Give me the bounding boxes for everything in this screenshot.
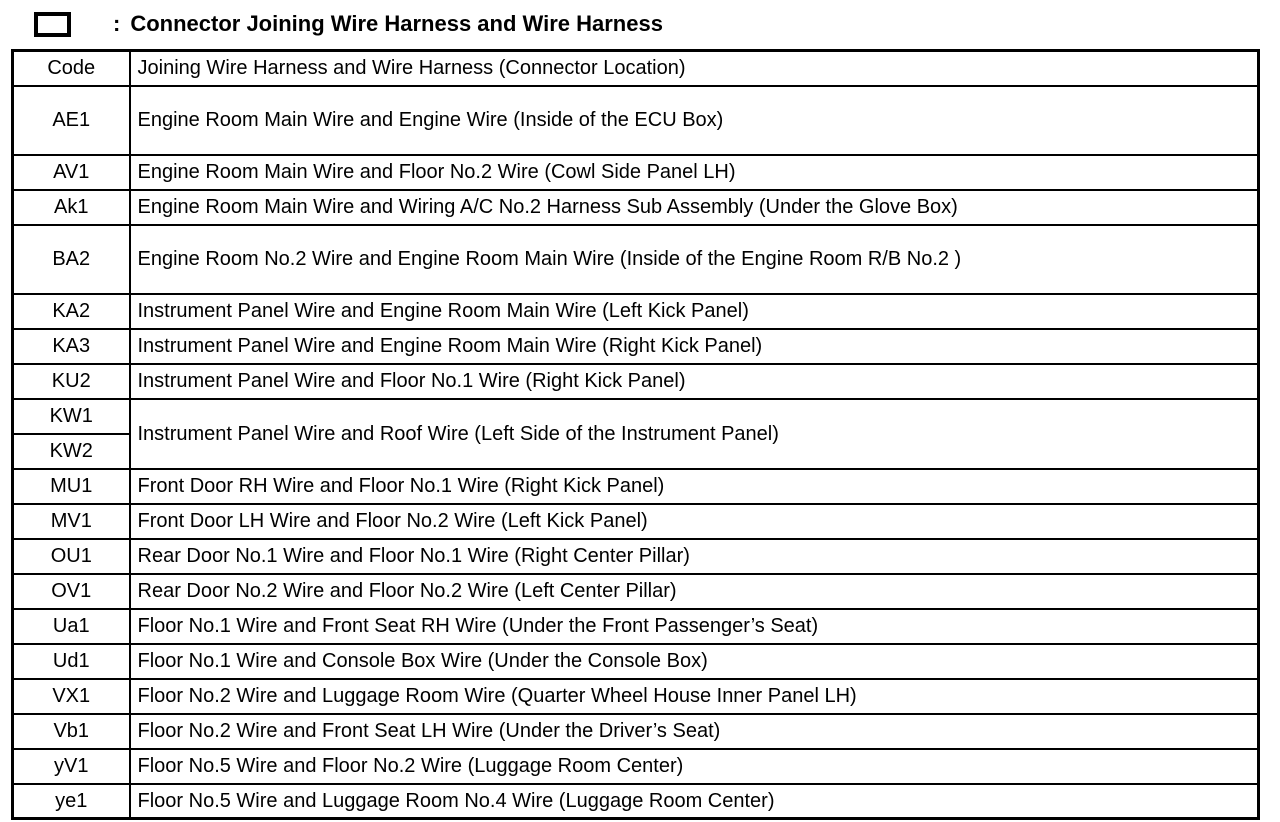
table-row [13,679,1259,714]
connector-location: Instrument Panel Wire and Floor No.1 Wire (Right Kick Panel) [130,364,1259,399]
connector-code: Ua1 [13,609,130,644]
connector-code: KA3 [13,329,130,364]
connector-code: AV1 [13,155,130,190]
connector-location: Engine Room Main Wire and Engine Wire (Inside of the ECU Box) [130,86,1259,155]
table-row [13,469,1259,504]
connector-code: KW2 [13,434,130,469]
connector-location: Floor No.1 Wire and Console Box Wire (Under the Console Box) [130,644,1259,679]
table-row [13,609,1259,644]
connector-location: Floor No.5 Wire and Luggage Room No.4 Wire (Luggage Room Center) [130,784,1259,819]
connector-location: Rear Door No.2 Wire and Floor No.2 Wire (Left Center Pillar) [130,574,1259,609]
table-row [13,749,1259,784]
connector-location: Floor No.2 Wire and Luggage Room Wire (Quarter Wheel House Inner Panel LH) [130,679,1259,714]
table-row [13,714,1259,749]
connector-table [11,49,1260,820]
connector-code: Ak1 [13,190,130,225]
table-row [13,225,1259,294]
connector-location: Engine Room Main Wire and Wiring A/C No.2 Harness Sub Assembly (Under the Glove Box) [130,190,1259,225]
connector-location: Front Door RH Wire and Floor No.1 Wire (Right Kick Panel) [130,469,1259,504]
table-row [13,329,1259,364]
table-row [13,364,1259,399]
connector-code: VX1 [13,679,130,714]
connector-code: AE1 [13,86,130,155]
connector-location: Instrument Panel Wire and Engine Room Main Wire (Left Kick Panel) [130,294,1259,329]
connector-location: Rear Door No.1 Wire and Floor No.1 Wire (Right Center Pillar) [130,539,1259,574]
connector-code: BA2 [13,225,130,294]
table-header-row [13,51,1259,86]
column-header-description: Joining Wire Harness and Wire Harness (Connector Location) [130,51,1259,86]
legend-header [34,6,663,42]
connector-code: Vb1 [13,714,130,749]
connector-code: Ud1 [13,644,130,679]
legend-title: Connector Joining Wire Harness and Wire Harness [130,11,663,36]
connector-code: KA2 [13,294,130,329]
legend-colon: : [113,11,121,36]
table-row [13,644,1259,679]
table-row [13,574,1259,609]
table-row [13,784,1259,819]
connector-code: KU2 [13,364,130,399]
legend-box-symbol [34,12,71,37]
table-row [13,86,1259,155]
connector-code: yV1 [13,749,130,784]
connector-code: KW1 [13,399,130,434]
connector-location: Floor No.5 Wire and Floor No.2 Wire (Luggage Room Center) [130,749,1259,784]
column-header-code: Code [13,51,130,86]
connector-code: ye1 [13,784,130,819]
connector-code: OV1 [13,574,130,609]
connector-location: Engine Room Main Wire and Floor No.2 Wire (Cowl Side Panel LH) [130,155,1259,190]
connector-location: Front Door LH Wire and Floor No.2 Wire (Left Kick Panel) [130,504,1259,539]
table-row [13,504,1259,539]
connector-code: MV1 [13,504,130,539]
connector-location: Engine Room No.2 Wire and Engine Room Main Wire (Inside of the Engine Room R/B No.2 ) [130,225,1259,294]
connector-location: Floor No.1 Wire and Front Seat RH Wire (Under the Front Passenger’s Seat) [130,609,1259,644]
table-row [13,294,1259,329]
table-row [13,155,1259,190]
connector-location: Instrument Panel Wire and Roof Wire (Left Side of the Instrument Panel) [130,399,1259,469]
connector-code: MU1 [13,469,130,504]
table-row [13,539,1259,574]
connector-location: Instrument Panel Wire and Engine Room Main Wire (Right Kick Panel) [130,329,1259,364]
connector-location: Floor No.2 Wire and Front Seat LH Wire (Under the Driver’s Seat) [130,714,1259,749]
table-row [13,190,1259,225]
table-row [13,399,1259,434]
connector-code: OU1 [13,539,130,574]
